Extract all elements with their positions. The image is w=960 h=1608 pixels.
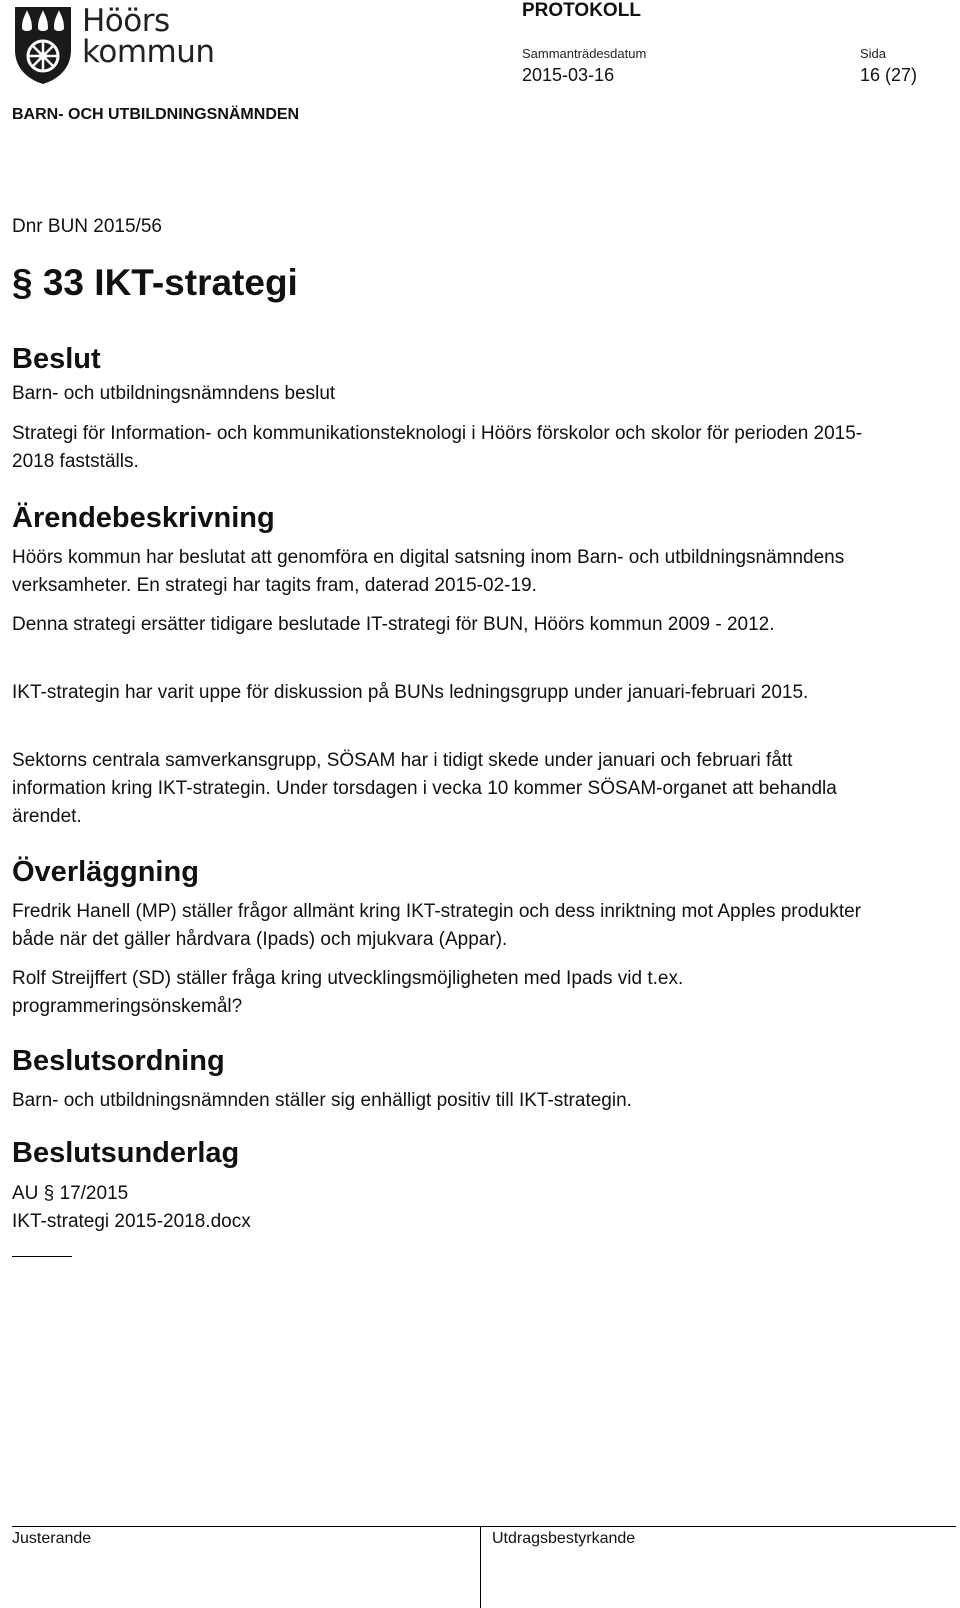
section-title: § 33 IKT-strategi <box>12 262 298 303</box>
document-type: PROTOKOLL <box>522 0 641 21</box>
beslutsunderlag-item-1: AU § 17/2015 <box>12 1183 129 1204</box>
heading-overlaggning: Överläggning <box>12 856 199 888</box>
beslut-text: Strategi för Information- och kommunikationsteknologi i Höörs förskolor och skolor för perioden 2015-2018 fastställs. <box>12 423 863 472</box>
arende-paragraph-2: Denna strategi ersätter tidigare beslutade IT-strategi för BUN, Höörs kommun 2009 - 2012. <box>12 614 775 635</box>
beslut-subheading: Barn- och utbildningsnämndens beslut <box>12 383 336 404</box>
meeting-date-value: 2015-03-16 <box>522 65 615 85</box>
footer-divider <box>480 1526 481 1608</box>
overlaggning-paragraph-1: Fredrik Hanell (MP) ställer frågor allmänt kring IKT-strategin och dess inriktning mot Apples produkter både när det gäller hårdvara (Ipads) och mjukvara (Appar). <box>12 901 862 950</box>
arende-paragraph-4: Sektorns centrala samverkansgrupp, SÖSAM har i tidigt skede under januari och februari fått information kring IKT-strategin. Under torsdagen i vecka 10 kommer SÖSAM-organet att behandla ärendet. <box>12 750 837 827</box>
overlaggning-paragraph-2: Rolf Streijffert (SD) ställer fråga kring utvecklingsmöjligheten med Ipads vid t.ex. programmeringsönskemål? <box>12 968 684 1017</box>
arende-paragraph-3: IKT-strategin har varit uppe för diskussion på BUNs ledningsgrupp under januari-februari 2015. <box>12 682 809 703</box>
utdragsbestyrkande-label: Utdragsbestyrkande <box>492 1530 636 1547</box>
logo-line-1: Höörs <box>82 3 170 39</box>
beslutsordning-text: Barn- och utbildningsnämnden ställer sig enhälligt positiv till IKT-strategin. <box>12 1090 632 1111</box>
heading-beslutsunderlag: Beslutsunderlag <box>12 1137 240 1169</box>
heading-beslut: Beslut <box>12 343 101 375</box>
justerande-label: Justerande <box>12 1530 92 1547</box>
beslutsunderlag-item-2: IKT-strategi 2015-2018.docx <box>12 1211 251 1232</box>
municipality-logo <box>12 4 218 88</box>
meeting-date-label: Sammanträdesdatum <box>522 46 647 61</box>
case-number: Dnr BUN 2015/56 <box>12 216 162 237</box>
heading-arendebeskrivning: Ärendebeskrivning <box>12 502 275 534</box>
footer-top-rule <box>12 1526 956 1527</box>
department-name: BARN- OCH UTBILDNINGSNÄMNDEN <box>12 106 300 123</box>
coat-of-arms-icon <box>12 4 74 86</box>
heading-beslutsordning: Beslutsordning <box>12 1045 225 1077</box>
arende-paragraph-1: Höörs kommun har beslutat att genomföra en digital satsning inom Barn- och utbildningsnämndens verksamheter. En strategi har tagits fram, daterad 2015-02-19. <box>12 547 845 596</box>
end-rule <box>12 1256 72 1257</box>
logo-line-2: kommun <box>82 34 215 70</box>
page-number: 16 (27) <box>860 65 918 85</box>
logo-wordmark <box>82 3 222 70</box>
page-label: Sida <box>860 46 887 61</box>
